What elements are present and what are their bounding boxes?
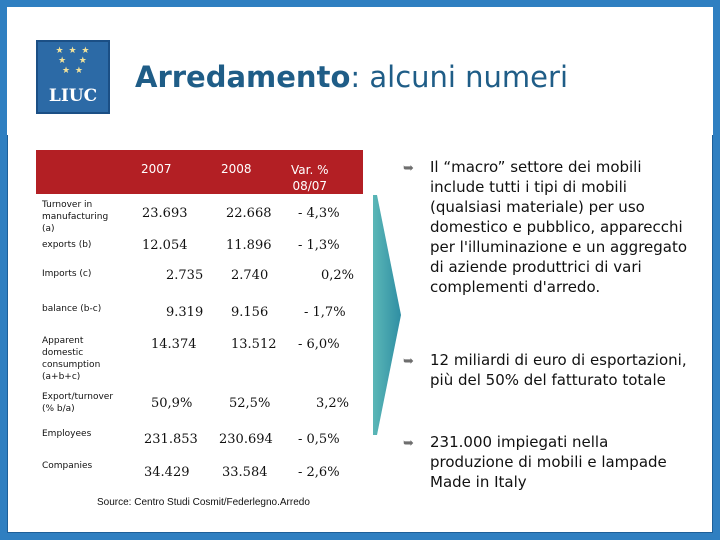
- row-label: Companies: [42, 461, 93, 471]
- bullet-text: 231.000 impiegati nella produzione di mobili e lampade Made in Italy: [430, 433, 667, 491]
- title-band: [7, 7, 713, 135]
- cell-2008: 9.156: [231, 305, 269, 320]
- cell-var: 0,2%: [321, 268, 355, 283]
- bullet-text: 12 miliardi di euro di esportazioni, più del 50% del fatturato totale: [430, 351, 687, 389]
- cell-2007: 12.054: [142, 238, 188, 253]
- cell-2008: 52,5%: [229, 396, 271, 411]
- table-header: [36, 150, 363, 194]
- col-var-line1: Var. %: [291, 163, 329, 177]
- row-label: Imports (c): [42, 269, 92, 279]
- liuc-logo: [36, 40, 110, 114]
- row-label: Employees: [42, 429, 92, 439]
- cell-2007: 231.853: [144, 432, 198, 447]
- col-var: [291, 162, 329, 194]
- curved-arrow-icon: ➥: [403, 161, 414, 176]
- cell-2007: 9.319: [166, 305, 204, 320]
- row-label: balance (b-c): [42, 304, 102, 314]
- row-label: Turnover in manufacturing (a): [42, 200, 109, 234]
- cell-2007: 2.735: [166, 268, 204, 283]
- bullet-item: [403, 157, 703, 329]
- curved-arrow-icon: ➥: [403, 354, 414, 369]
- stars-icon: ★ ★ ★ ★ ★ ★ ★: [55, 46, 91, 76]
- chevron-arrow-icon: [373, 195, 403, 435]
- curved-arrow-icon: ➥: [403, 436, 414, 451]
- col-2007: 2007: [141, 162, 172, 176]
- cell-2008: 22.668: [226, 206, 272, 221]
- cell-2008: 230.694: [219, 432, 273, 447]
- cell-var: - 0,5%: [298, 432, 340, 447]
- title-rest: : alcuni numeri: [350, 60, 569, 94]
- page-title: [135, 60, 568, 94]
- bullet-item: [403, 350, 703, 410]
- cell-2007: 14.374: [151, 337, 197, 352]
- cell-2007: 50,9%: [151, 396, 193, 411]
- row-label: Apparent domestic consumption (a+b+c): [42, 336, 101, 382]
- cell-2008: 11.896: [226, 238, 272, 253]
- row-label: Export/turnover (% b/a): [42, 392, 114, 414]
- cell-2008: 33.584: [222, 465, 268, 480]
- logo-text: LIUC: [48, 86, 98, 106]
- slide: [7, 7, 713, 533]
- cell-var: - 4,3%: [298, 206, 340, 221]
- cell-var: 3,2%: [316, 396, 350, 411]
- row-label: exports (b): [42, 240, 92, 250]
- col-2008: 2008: [221, 162, 252, 176]
- cell-2008: 2.740: [231, 268, 269, 283]
- cell-var: - 1,3%: [298, 238, 340, 253]
- cell-2007: 23.693: [142, 206, 188, 221]
- col-var-line2: 08/07: [292, 179, 328, 193]
- bullet-text: Il “macro” settore dei mobili include tutti i tipi di mobili (qualsiasi materiale) per uso domestico e pubblico, apparecchi per l'illuminazione e un aggregato di aziende produttrici di vari complementi d'arredo.: [430, 158, 688, 296]
- source-note: Source: Centro Studi Cosmit/Federlegno.Arredo: [97, 497, 310, 508]
- bullet-item: [403, 432, 703, 492]
- cell-2007: 34.429: [144, 465, 190, 480]
- title-bold: Arredamento: [135, 60, 351, 94]
- cell-var: - 6,0%: [298, 337, 340, 352]
- cell-var: - 2,6%: [298, 465, 340, 480]
- cell-2008: 13.512: [231, 337, 277, 352]
- cell-var: - 1,7%: [304, 305, 346, 320]
